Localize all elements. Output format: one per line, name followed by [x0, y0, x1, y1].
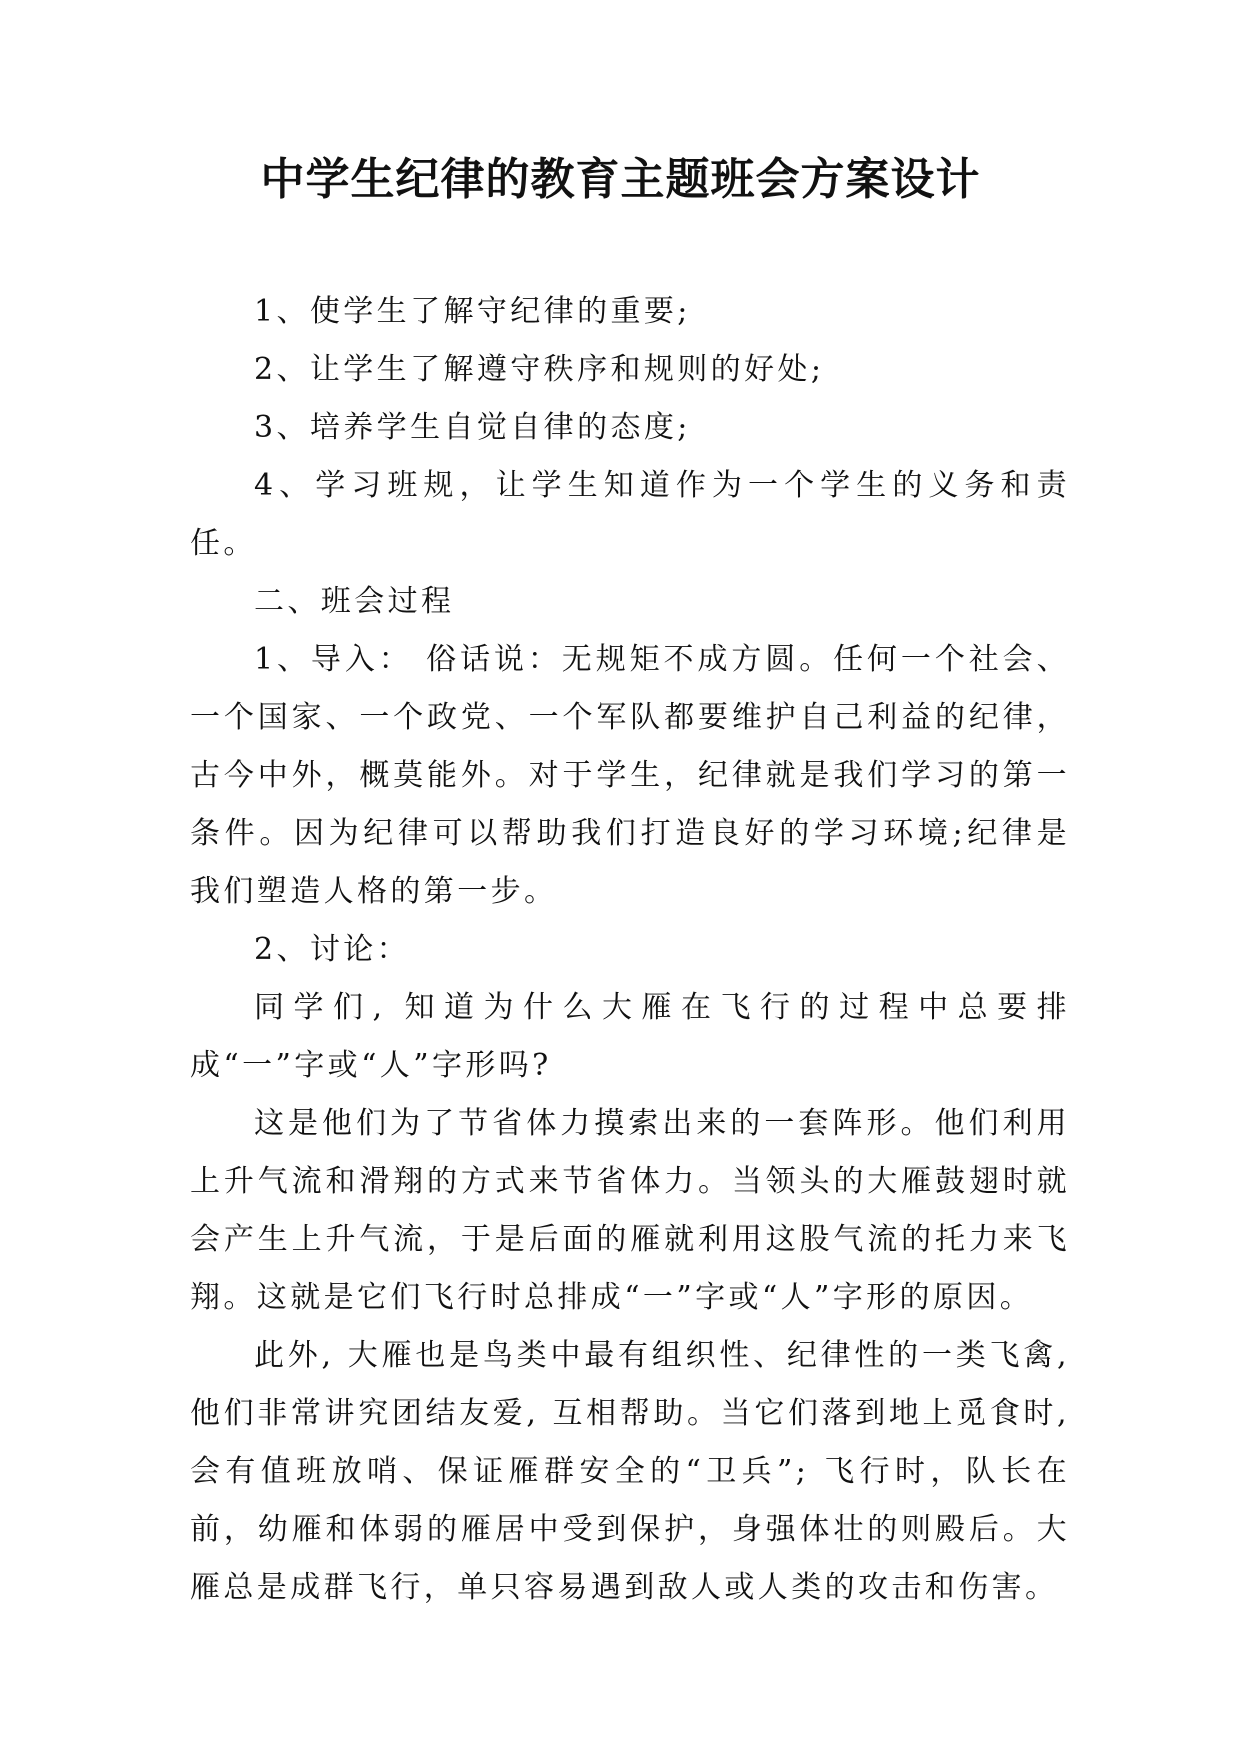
- paragraph: 4、学习班规，让学生知道作为一个学生的义务和责任。: [190, 468, 1070, 561]
- paragraph: 同学们, 知道为什么大雁在飞行的过程中总要排成“一”字或“人”字形吗?: [190, 990, 1070, 1083]
- document-title: 中学生纪律的教育主题班会方案设计: [260, 154, 981, 205]
- paragraph: 2、让学生了解遵守秩序和规则的好处;: [254, 352, 825, 387]
- paragraph: 1、导入： 俗话说：无规矩不成方圆。任何一个社会、一个国家、一个政党、一个军队都要维护自己利益的纪律，古今中外，概莫能外。对于学生，纪律就是我们学习的第一条件。因为纪律可以帮助我们打造良好的学习环境;纪律是我们塑造人格的第一步。: [190, 642, 1070, 909]
- paragraph: 3、培养学生自觉自律的态度;: [254, 410, 691, 445]
- paragraph: 这是他们为了节省体力摸索出来的一套阵形。他们利用上升气流和滑翔的方式来节省体力。当领头的大雁鼓翅时就会产生上升气流，于是后面的雁就利用这股气流的托力来飞翔。这就是它们飞行时总排成“一”字或“人”字形的原因。: [190, 1106, 1070, 1315]
- paragraph: 2、讨论：: [254, 932, 411, 967]
- paragraph: 此外, 大雁也是鸟类中最有组织性、纪律性的一类飞禽, 他们非常讲究团结友爱, 互相帮助。当它们落到地上觅食时, 会有值班放哨、保证雁群安全的“卫兵”; 飞行时，队长在前，幼雁和体弱的雁居中受到保护，身强体壮的则殿后。大雁总是成群飞行，单只容易遇到敌人或人类的攻击和伤害。: [190, 1338, 1070, 1605]
- section-heading: 二、班会过程: [254, 584, 455, 619]
- paragraph: 1、使学生了解守纪律的重要;: [254, 294, 691, 329]
- document-body: [190, 283, 1070, 1617]
